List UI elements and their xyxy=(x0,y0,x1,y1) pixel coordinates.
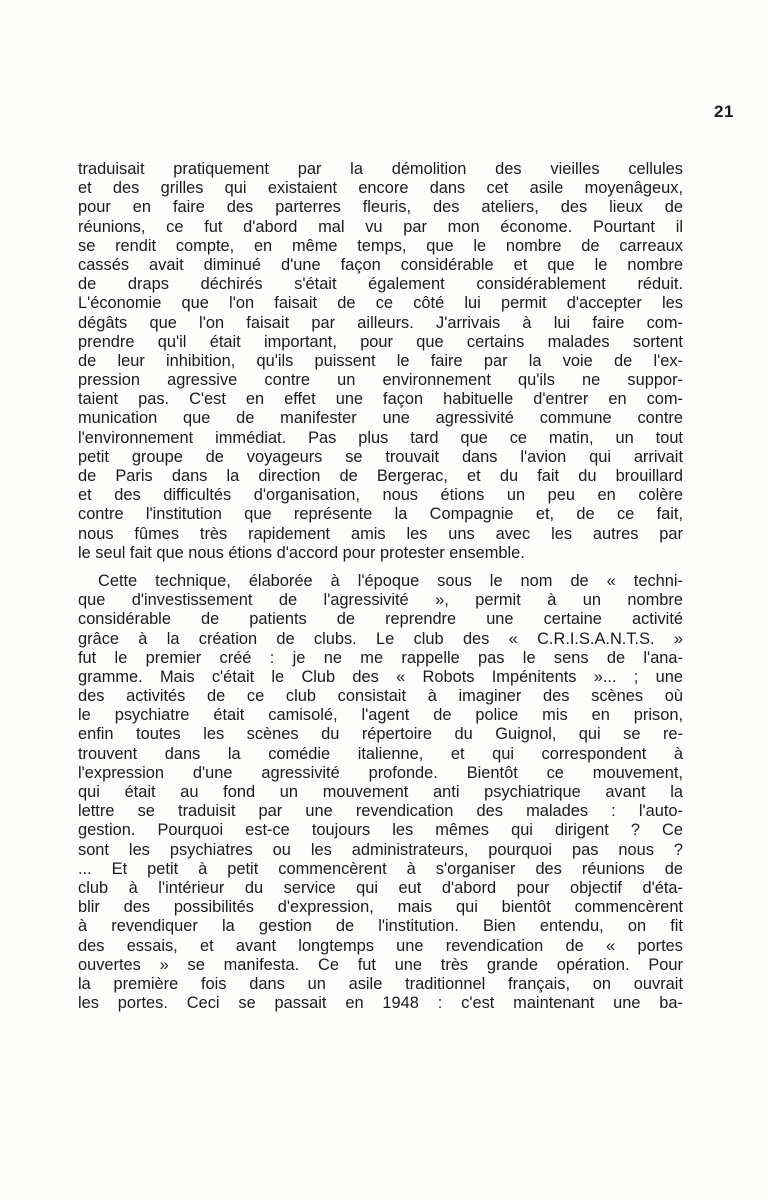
text-line: de draps déchirés s'était également considérablement réduit. xyxy=(78,275,683,294)
text-line: des activités de ce club consistait à imaginer des scènes où xyxy=(78,687,683,706)
body-text xyxy=(78,160,683,1013)
text-line: que d'investissement de l'agressivité », permit à un nombre xyxy=(78,591,683,610)
text-line: Cette technique, élaborée à l'époque sous le nom de « techni- xyxy=(98,571,683,590)
paragraph-2 xyxy=(78,572,683,1013)
text-line: et des grilles qui existaient encore dans cet asile moyenâgeux, xyxy=(78,179,683,198)
text-line: blir des possibilités d'expression, mais qui bientôt commencèrent xyxy=(78,898,683,917)
paragraph-1 xyxy=(78,160,683,563)
paragraph-gap xyxy=(78,563,683,572)
text-line: munication que de manifester une agressivité commune contre xyxy=(78,409,683,428)
text-line: grâce à la création de clubs. Le club des « C.R.I.S.A.N.T.S. » xyxy=(78,629,683,648)
text-line: fut le premier créé : je ne me rappelle pas le sens de l'ana- xyxy=(78,648,683,667)
text-line: pour en faire des parterres fleuris, des ateliers, des lieux de xyxy=(78,198,683,217)
text-line: contre l'institution que représente la Compagnie et, de ce fait, xyxy=(78,505,683,524)
text-line: ouvertes » se manifesta. Ce fut une très grande opération. Pour xyxy=(78,955,683,974)
text-line: le psychiatre était camisolé, l'agent de police mis en prison, xyxy=(78,706,683,725)
text-line: l'expression d'une agressivité profonde. Bientôt ce mouvement, xyxy=(78,763,683,782)
text-line: sont les psychiatres ou les administrateurs, pourquoi pas nous ? xyxy=(78,840,683,859)
text-line: se rendit compte, en même temps, que le nombre de carreaux xyxy=(78,236,683,255)
text-line: nous fûmes très rapidement amis les uns avec les autres par xyxy=(78,524,683,543)
text-line: pression agressive contre un environnement qu'ils ne suppor- xyxy=(78,371,683,390)
text-line: petit groupe de voyageurs se trouvait dans l'avion qui arrivait xyxy=(78,447,683,466)
text-line: lettre se traduisit par une revendication des malades : l'auto- xyxy=(78,802,683,821)
text-line: qui était au fond un mouvement anti psychiatrique avant la xyxy=(78,783,683,801)
text-line: club à l'intérieur du service qui eut d'abord pour objectif d'éta- xyxy=(78,878,683,897)
text-line: cassés avait diminué d'une façon considérable et que le nombre xyxy=(78,255,683,274)
text-line: des essais, et avant longtemps une revendication de « portes xyxy=(78,936,683,955)
text-line: considérable de patients de reprendre une certaine activité xyxy=(78,610,683,629)
text-line: gestion. Pourquoi est-ce toujours les mêmes qui dirigent ? Ce xyxy=(78,821,683,840)
text-line: L'économie que l'on faisait de ce côté lui permit d'accepter les xyxy=(78,294,683,313)
text-line: à revendiquer la gestion de l'institution. Bien entendu, on fit xyxy=(78,917,683,936)
text-line: ... Et petit à petit commencèrent à s'organiser des réunions de xyxy=(78,859,683,878)
text-line: les portes. Ceci se passait en 1948 : c'est maintenant une ba- xyxy=(78,994,683,1013)
text-line: le seul fait que nous étions d'accord pour protester ensemble. xyxy=(78,543,525,562)
text-line: trouvent dans la comédie italienne, et qui correspondent à xyxy=(78,744,683,763)
text-line: enfin toutes les scènes du répertoire du Guignol, qui se re- xyxy=(78,725,683,744)
text-line: l'environnement immédiat. Pas plus tard que ce matin, un tout xyxy=(78,428,683,447)
text-line: la première fois dans un asile traditionnel français, on ouvrait xyxy=(78,974,683,993)
text-line: prendre qu'il était important, pour que certains malades sortent xyxy=(78,332,683,351)
text-line: de Paris dans la direction de Bergerac, et du fait du brouillard xyxy=(78,467,683,485)
text-line: de leur inhibition, qu'ils puissent le faire par la voie de l'ex- xyxy=(78,351,683,370)
text-line: et des difficultés d'organisation, nous étions un peu en colère xyxy=(78,486,683,505)
text-line: dégâts que l'on faisait par ailleurs. J'arrivais à lui faire com- xyxy=(78,313,683,332)
text-line: gramme. Mais c'était le Club des « Robots Impénitents »... ; une xyxy=(78,667,683,686)
page-number: 21 xyxy=(714,102,734,121)
text-line: taient pas. C'est en effet une façon habituelle d'entrer en com- xyxy=(78,390,683,409)
text-line: traduisait pratiquement par la démolition des vieilles cellules xyxy=(78,160,683,178)
text-line: réunions, ce fut d'abord mal vu par mon économe. Pourtant il xyxy=(78,217,683,236)
